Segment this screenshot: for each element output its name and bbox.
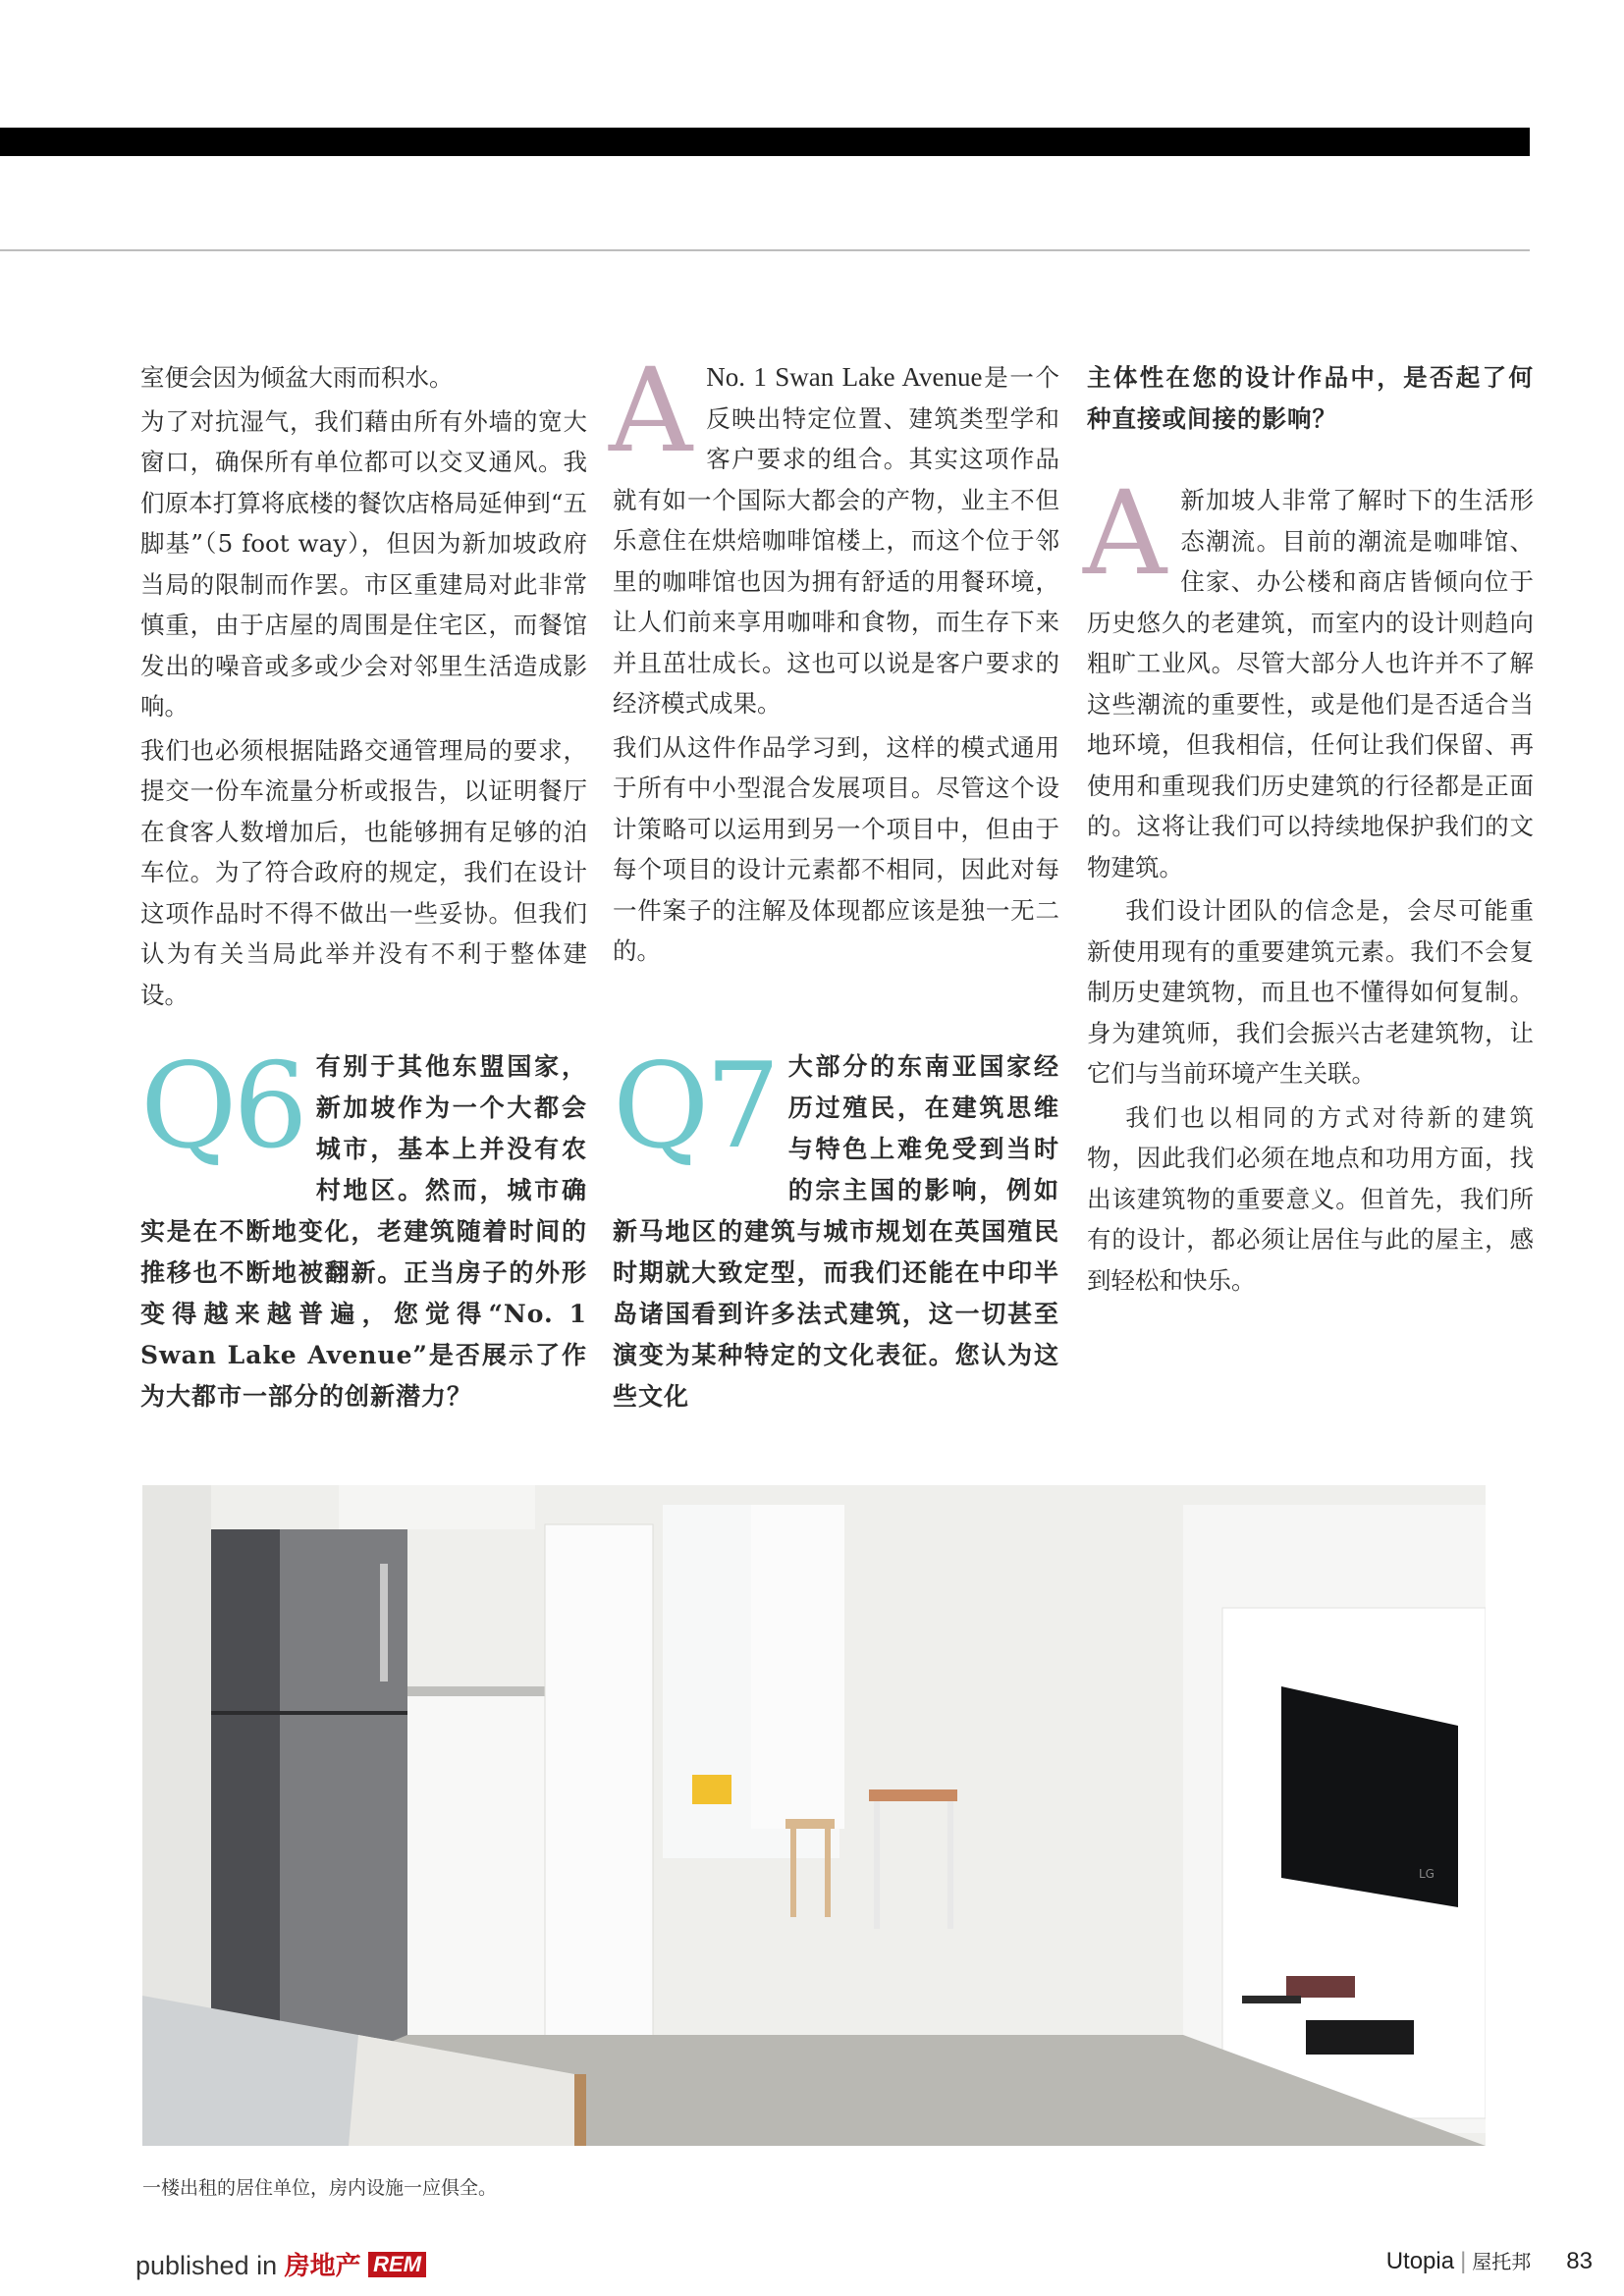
footer-publisher [135, 2246, 426, 2282]
paragraph: 我们从这件作品学习到，这样的模式通用于所有中小型混合发展项目。尽管这个设计策略可以运用到另一个项目中，但由于每个项目的设计元素都不相同，因此对每一件案子的注解及体现都应该是独一无二的。 [613, 732, 1059, 965]
q7-continued: 主体性在您的设计作品中，是否起了何种直接或间接的影响？ [1087, 363, 1534, 433]
question-q7 [613, 1039, 1059, 1417]
footer-separator: | [1460, 2248, 1467, 2274]
question-q6 [140, 1039, 587, 1417]
footer-magazine [1386, 2246, 1593, 2275]
publisher-logo-en: REM [368, 2252, 426, 2277]
photo-caption: 一楼出租的居住单位，房内设施一应俱全。 [142, 2177, 498, 2199]
column-3 [1083, 357, 1534, 1304]
paragraph: 室便会因为倾盆大雨而积水。 [140, 363, 454, 392]
published-in-label: published in [135, 2251, 278, 2280]
paragraph: 为了对抗湿气，我们藉由所有外墙的宽大窗口，确保所有单位都可以交叉通风。我们原本打算将底楼的餐饮店格局延伸到“五脚基”（5 foot way），但因为新加坡政府当局的限制而作罢。市区重建局对此非常慎重，由于店屋的周围是住宅区，而餐馆发出的噪音或多或少会对邻里生活造成影响。 [140, 406, 587, 721]
paragraph: 我们设计团队的信念是，会尽可能重新使用现有的重要建筑元素。我们不会复制历史建筑物，而且也不懂得如何复制。身为建筑师，我们会振兴古老建筑物，让它们与当前环境产生关联。 [1087, 896, 1534, 1088]
project-name: No. 1 Swan Lake Avenue [706, 362, 983, 392]
drop-cap-a: A [609, 343, 693, 478]
interior-photo [142, 1485, 1486, 2146]
q6-text: 有别于其他东盟国家，新加坡作为一个大都会城市，基本上并没有农村地区。然而，城市确实是在不断地变化，老建筑随着时间的推移也不断地被翻新。正当房子的外形变得越来越普遍，您觉得“No. 1 Swan Lake Avenue”是否展示了作为大都市一部分的创新潜力？ [140, 1052, 587, 1411]
tv-brand: LG [1419, 1867, 1435, 1881]
interior-photo-illustration [142, 1485, 1486, 2146]
header-bar [0, 128, 1530, 156]
column-2 [609, 343, 1059, 975]
answer-text: 新加坡人非常了解时下的生活形态潮流。目前的潮流是咖啡馆、住家、办公楼和商店皆倾向位于历史悠久的老建筑，而室内的设计则趋向粗旷工业风。尽管大部分人也许并不了解这些潮流的重要性，或是他们是否适合当地环境，但我相信，任何让我们保留、再使用和重现我们历史建筑的行径都是正面的。这将让我们可以持续地保护我们的文物建筑。 [1087, 486, 1534, 881]
drop-cap-a: A [1083, 465, 1167, 601]
magazine-name: Utopia [1385, 2248, 1455, 2274]
publisher-logo: 房地产 [284, 2252, 361, 2281]
paragraph: 我们也以相同的方式对待新的建筑物，因此我们必须在地点和功用方面，找出该建筑物的重要意义。但首先，我们所有的设计，都必须让居住与此的屋主，感到轻松和快乐。 [1087, 1102, 1534, 1295]
magazine-name-cn: 屋托邦 [1472, 2250, 1532, 2273]
answer-text: 是一个反映出特定位置、建筑类型学和客户要求的组合。其实这项作品就有如一个国际大都会的产物，业主不但乐意住在烘焙咖啡馆楼上，而这个位于邻里的咖啡馆也因为拥有舒适的用餐环境，让人们前来享用咖啡和食物，而生存下来并且茁壮成长。这也可以说是客户要求的经济模式成果。 [613, 363, 1059, 718]
q6-label: Q6 [140, 1039, 304, 1175]
paragraph: 我们也必须根据陆路交通管理局的要求，提交一份车流量分析或报告，以证明餐厅在食客人数增加后，也能够拥有足够的泊车位。为了符合政府的规定，我们在设计这项作品时不得不做出一些妥协。但我们认为有关当局此举并没有不利于整体建设。 [140, 735, 587, 1009]
answer-paragraph [1083, 465, 1534, 887]
answer-paragraph [609, 343, 1059, 724]
header-rule [0, 249, 1530, 251]
q7-text: 大部分的东南亚国家经历过殖民，在建筑思维与特色上难免受到当时的宗主国的影响，例如新马地区的建筑与城市规划在英国殖民时期就大致定型，而我们还能在中印半岛诸国看到许多法式建筑，这一切甚至演变为某种特定的文化表征。您认为这些文化 [613, 1052, 1059, 1411]
column-1 [140, 357, 587, 1018]
q7-label: Q7 [613, 1039, 777, 1175]
page-number: 83 [1566, 2248, 1593, 2274]
